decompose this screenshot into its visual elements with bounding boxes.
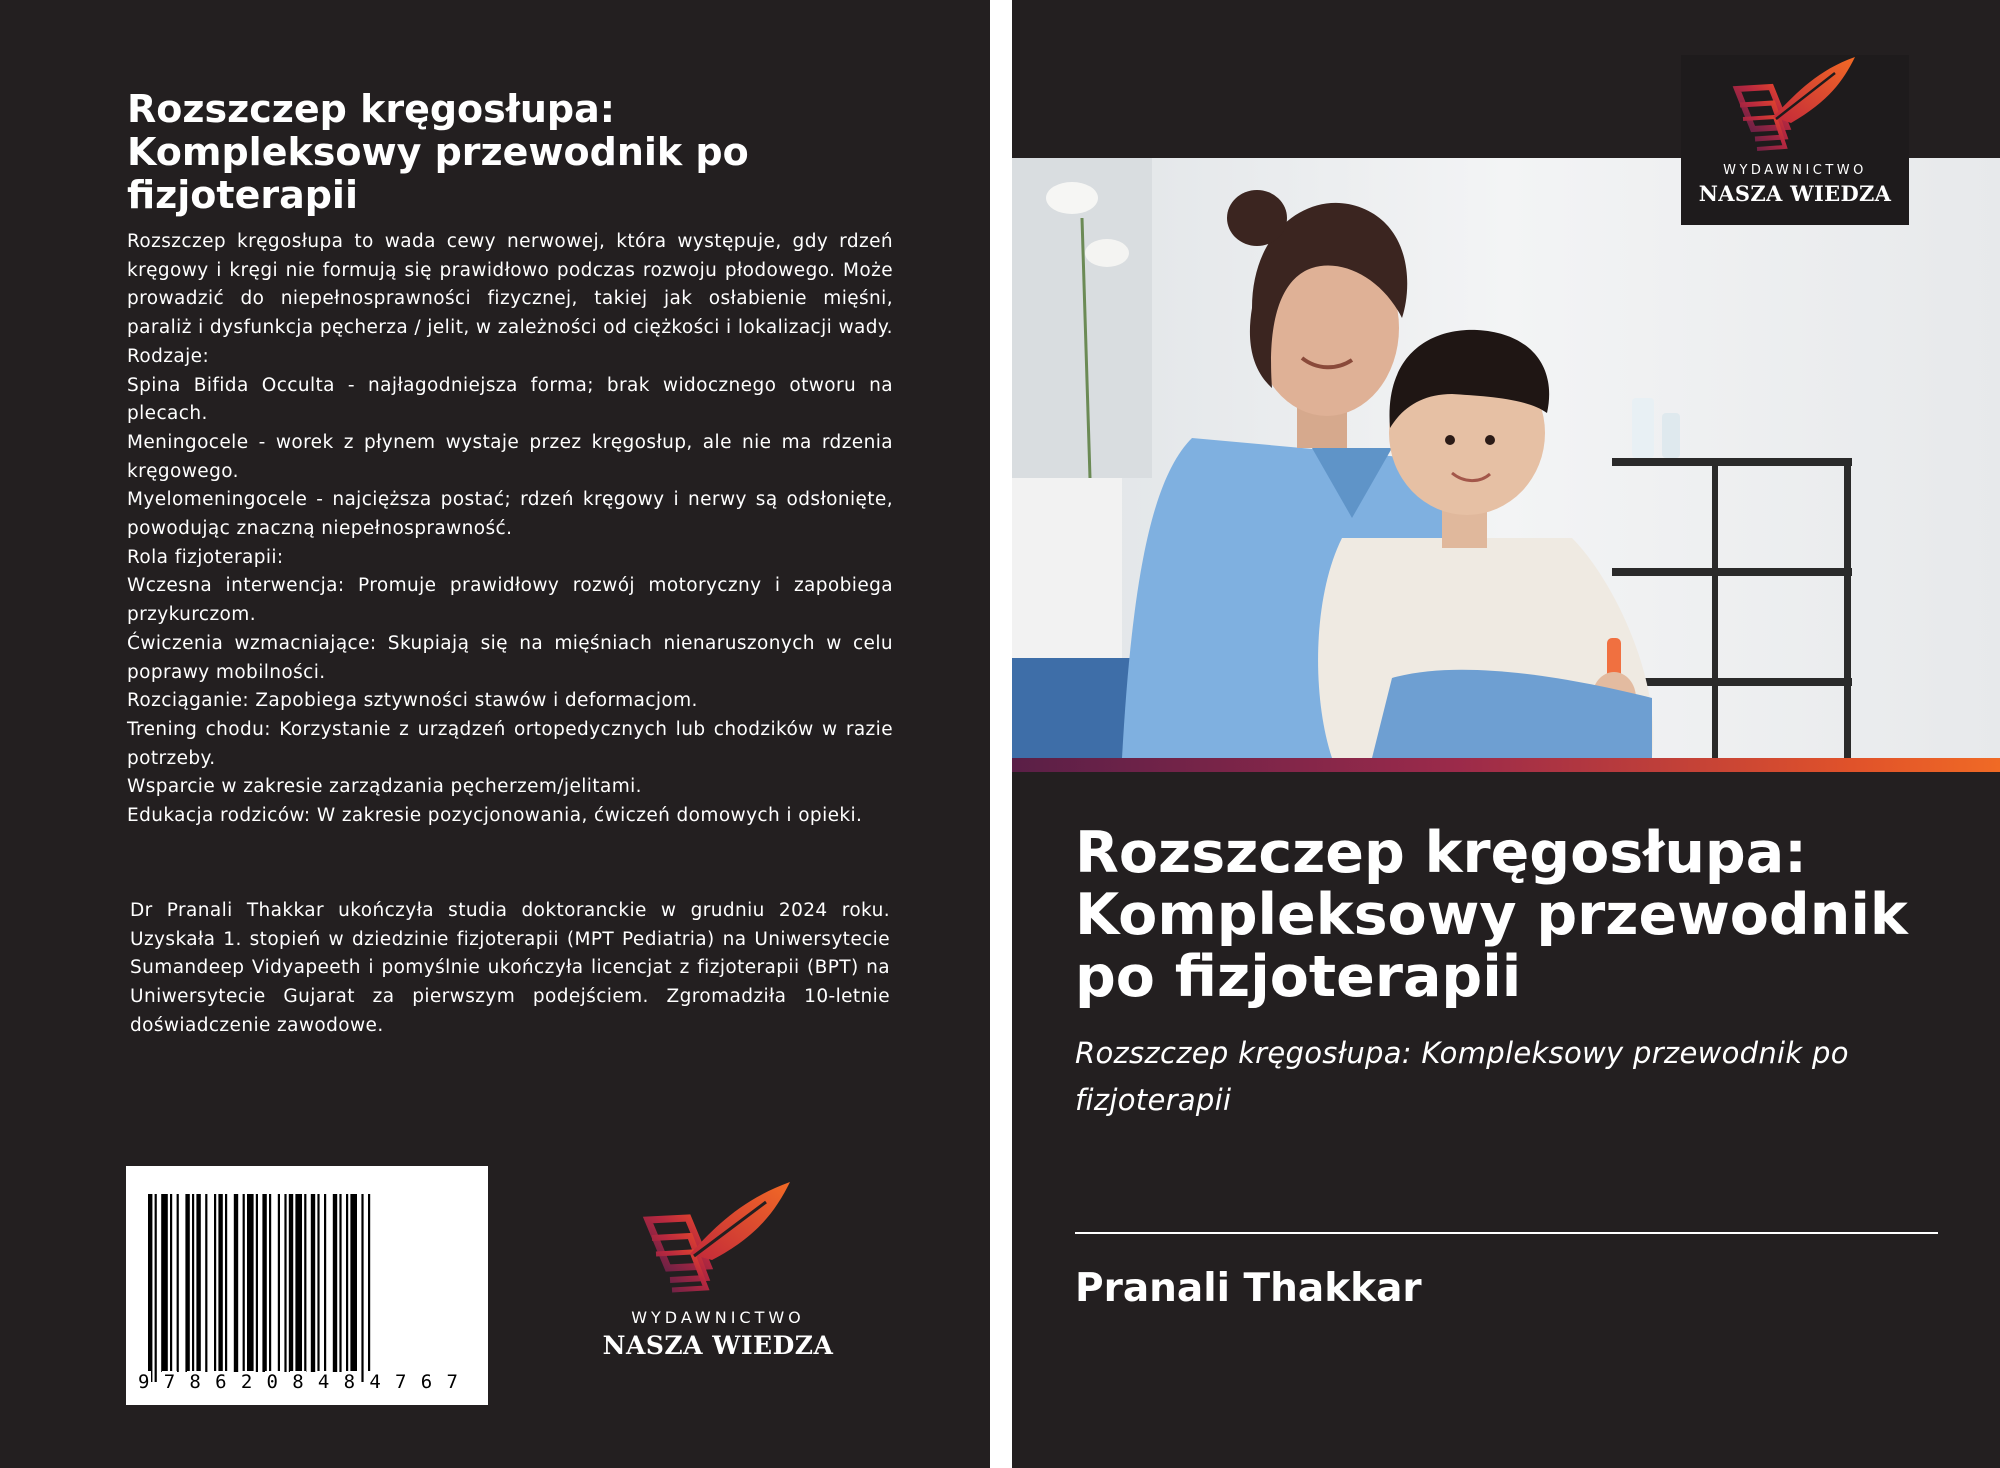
description-paragraph: Rozciąganie: Zapobiega sztywności stawów i deformacjom.	[127, 690, 698, 712]
barcode-bar	[346, 1194, 348, 1372]
barcode-bar	[262, 1194, 266, 1372]
barcode-bar	[192, 1194, 194, 1372]
barcode-bar	[289, 1194, 293, 1372]
divider	[1075, 1232, 1938, 1234]
barcode-digit: 2	[239, 1371, 254, 1399]
description-paragraph: Rola fizjoterapii:	[127, 546, 284, 568]
publisher-logo-front	[1681, 55, 1909, 225]
barcode-bar	[177, 1194, 179, 1372]
barcode-icon	[126, 1166, 488, 1405]
author-name: Pranali Thakkar	[1075, 1266, 1422, 1311]
description-paragraph: Meningocele - worek z płynem wystaje przez kręgosłup, ale nie ma rdzenia kręgowego.	[127, 431, 893, 482]
front-cover-subtitle: Rozszczep kręgosłupa: Kompleksowy przewodnik po fizjoterapii	[1075, 1036, 1849, 1117]
barcode-bar	[284, 1194, 286, 1372]
description-paragraph: Rodzaje:	[127, 345, 210, 367]
barcode-bar	[185, 1194, 189, 1372]
front-cover-title: Rozszczep kręgosłupa: Kompleksowy przewodnik po fizjoterapii	[1075, 820, 1908, 1010]
barcode-bar	[339, 1194, 341, 1372]
barcode-bar	[295, 1194, 302, 1372]
barcode-bar	[148, 1194, 152, 1382]
barcode-digits	[126, 1371, 488, 1399]
barcode-digit: 6	[419, 1371, 434, 1399]
front-cover	[1012, 0, 2000, 1468]
barcode-bar	[196, 1194, 200, 1372]
barcode-bar	[256, 1194, 258, 1372]
description-paragraph: Rozszczep kręgosłupa to wada cewy nerwowej, która występuje, gdy rdzeń kręgowy i kręgi nie formują się prawidłowo podczas rozwoju płodowego. Może prowadzić do niepełnosprawności fizycznej, takiej jak osłabienie mięśni, paraliż i dysfunkcja pęcherza / jelit, w zależności od ciężkości i lokalizacji wady.	[127, 231, 893, 339]
barcode	[126, 1166, 488, 1405]
barcode-digit: 8	[187, 1371, 202, 1399]
barcode-bar	[234, 1194, 238, 1372]
barcode-digit: 8	[342, 1371, 357, 1399]
barcode-bar	[350, 1194, 357, 1372]
description-paragraph: Wczesna interwencja: Promuje prawidłowy rozwój motoryczny i zapobiega przykurczom.	[127, 575, 893, 626]
accent-bar	[1012, 758, 2000, 772]
publisher-logo-icon	[590, 1180, 846, 1305]
description-paragraph: Wsparcie w zakresie zarządzania pęcherzem/jelitami.	[127, 776, 642, 798]
barcode-bar	[333, 1194, 337, 1372]
barcode-digit: 7	[444, 1371, 459, 1399]
barcode-bar	[161, 1194, 168, 1372]
barcode-digit: 7	[162, 1371, 177, 1399]
description-paragraph: Edukacja rodziców: W zakresie pozycjonowania, ćwiczeń domowych i opieki.	[127, 805, 863, 827]
barcode-bar	[311, 1194, 315, 1372]
description-paragraph: Myelomeningocele - najcięższa postać; rdzeń kręgowy i nerwy są odsłonięte, powodując znaczną niepełnosprawność.	[127, 489, 893, 540]
barcode-digit: 0	[265, 1371, 280, 1399]
description-paragraph: Spina Bifida Occulta - najłagodniejsza forma; brak widocznego otworu na plecach.	[127, 374, 893, 425]
barcode-bar	[247, 1194, 254, 1372]
publisher-logo-icon	[1681, 55, 1909, 160]
barcode-digit: 4	[367, 1371, 382, 1399]
barcode-bar	[225, 1194, 227, 1372]
publisher-name-line1: WYDAWNICTWO	[1723, 163, 1867, 178]
back-cover-title: Rozszczep kręgosłupa: Kompleksowy przewodnik po fizjoterapii	[127, 87, 749, 217]
barcode-bar	[170, 1194, 172, 1372]
barcode-bar	[317, 1194, 319, 1372]
barcode-bar	[155, 1194, 157, 1382]
barcode-bar	[269, 1194, 271, 1372]
publisher-name-line2: NASZA WIEDZA	[1698, 181, 1892, 206]
back-cover	[0, 0, 990, 1468]
back-cover-description	[127, 228, 893, 831]
barcode-bar	[278, 1194, 280, 1372]
barcode-digit: 8	[290, 1371, 305, 1399]
barcode-bar	[304, 1194, 306, 1372]
publisher-logo-back	[590, 1180, 846, 1370]
publisher-name-line2: NASZA WIEDZA	[602, 1331, 834, 1360]
description-paragraph: Ćwiczenia wzmacniające: Skupiają się na mięśniach nienaruszonych w celu poprawy mobilności.	[127, 632, 893, 683]
barcode-digit: 7	[393, 1371, 408, 1399]
cover-photo-illustration	[1012, 158, 2000, 758]
author-bio: Dr Pranali Thakkar ukończyła studia doktoranckie w grudniu 2024 roku. Uzyskała 1. stopień w dziedzinie fizjoterapii (MPT Pediatria) na Uniwersytecie Sumandeep Vidyapeeth i pomyślnie ukończyła licencjat z fizjoterapii (BPT) na Uniwersytecie Gujarat za pierwszym podejściem. Zgromadziła 10-letnie doświadczenie zawodowe.	[130, 900, 890, 1036]
description-paragraph: Trening chodu: Korzystanie z urządzeń ortopedycznych lub chodzików w razie potrzeby.	[127, 718, 893, 769]
publisher-name-line1: WYDAWNICTWO	[631, 1308, 805, 1327]
barcode-bar	[218, 1194, 222, 1372]
barcode-bar	[214, 1194, 216, 1372]
barcode-digit: 9	[136, 1371, 151, 1399]
barcode-bar	[361, 1194, 363, 1382]
barcode-bar	[205, 1194, 207, 1372]
barcode-digit: 6	[213, 1371, 228, 1399]
barcode-bar	[243, 1194, 245, 1372]
barcode-bar	[368, 1194, 370, 1382]
cover-photo	[1012, 158, 2000, 758]
barcode-bar	[324, 1194, 326, 1372]
barcode-digit: 4	[316, 1371, 331, 1399]
spine	[990, 0, 1012, 1468]
